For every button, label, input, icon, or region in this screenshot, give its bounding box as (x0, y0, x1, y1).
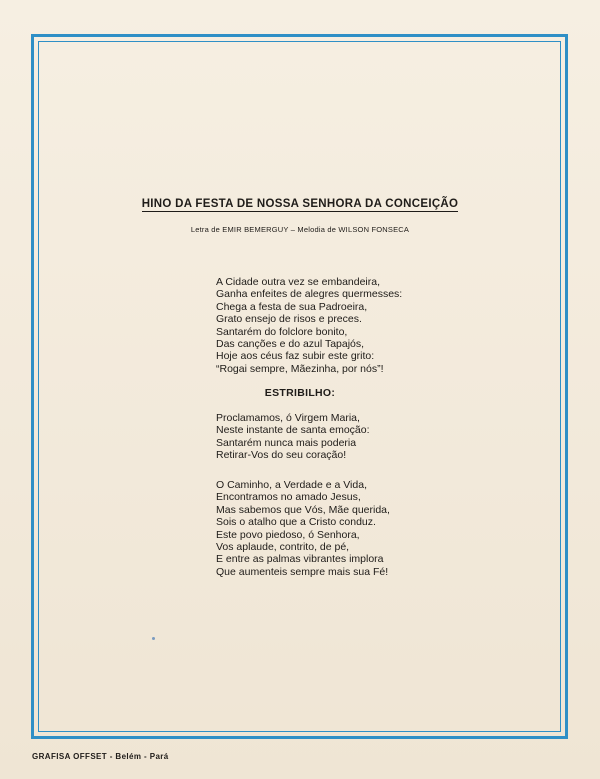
stanza-2 (216, 479, 390, 578)
verse-line: Este povo piedoso, ó Senhora, (216, 528, 360, 541)
hymn-title-text: HINO DA FESTA DE NOSSA SENHORA DA CONCEIÇÃO (141, 198, 459, 210)
verse-line: O Caminho, a Verdade e a Vida, (216, 479, 367, 491)
verse-line: Santarém do folclore bonito, (216, 325, 348, 338)
refrain-line: Neste instante de santa emoção: (216, 424, 370, 437)
verse-line: Mas sabemos que Vós, Mãe querida, (216, 503, 390, 516)
printer-footer: GRAFISA OFFSET - Belém - Pará (32, 752, 169, 761)
verse-line: Sois o atalho que a Cristo conduz. (216, 516, 376, 529)
verse-line: Encontramos no amado Jesus, (216, 491, 361, 504)
verse-line: Ganha enfeites de alegres quermesses: (216, 288, 403, 301)
verse-line: Hoje aos céus faz subir este grito: (216, 350, 375, 363)
verse-line: Das canções e do azul Tapajós, (216, 338, 365, 351)
verse-line: Chega a festa de sua Padroeira, (216, 300, 368, 313)
verse-line: Grato ensejo de risos e preces. (216, 313, 362, 326)
verse-line: Que aumenteis sempre mais sua Fé! (216, 565, 389, 578)
verse-line: Vos aplaude, contrito, de pé, (216, 541, 350, 554)
refrain-line: Proclamamos, ó Virgem Maria, (216, 412, 360, 424)
refrain-line: Santarém nunca mais poderia (216, 436, 357, 449)
verse-line: “Rogai sempre, Mãezinha, por nós”! (216, 362, 384, 375)
refrain-stanza (216, 412, 370, 462)
verse-line: E entre as palmas vibrantes implora (216, 553, 384, 566)
hymn-credits: Letra de EMIR BEMERGUY – Melodia de WILSON FONSECA (190, 225, 410, 234)
refrain-line: Retirar-Vos do seu coração! (216, 449, 347, 462)
hymn-title (0, 198, 600, 212)
stanza-1 (216, 276, 402, 375)
verse-line: A Cidade outra vez se embandeira, (216, 276, 381, 288)
ink-speck (152, 637, 155, 640)
refrain-heading: ESTRIBILHO: (264, 387, 336, 399)
